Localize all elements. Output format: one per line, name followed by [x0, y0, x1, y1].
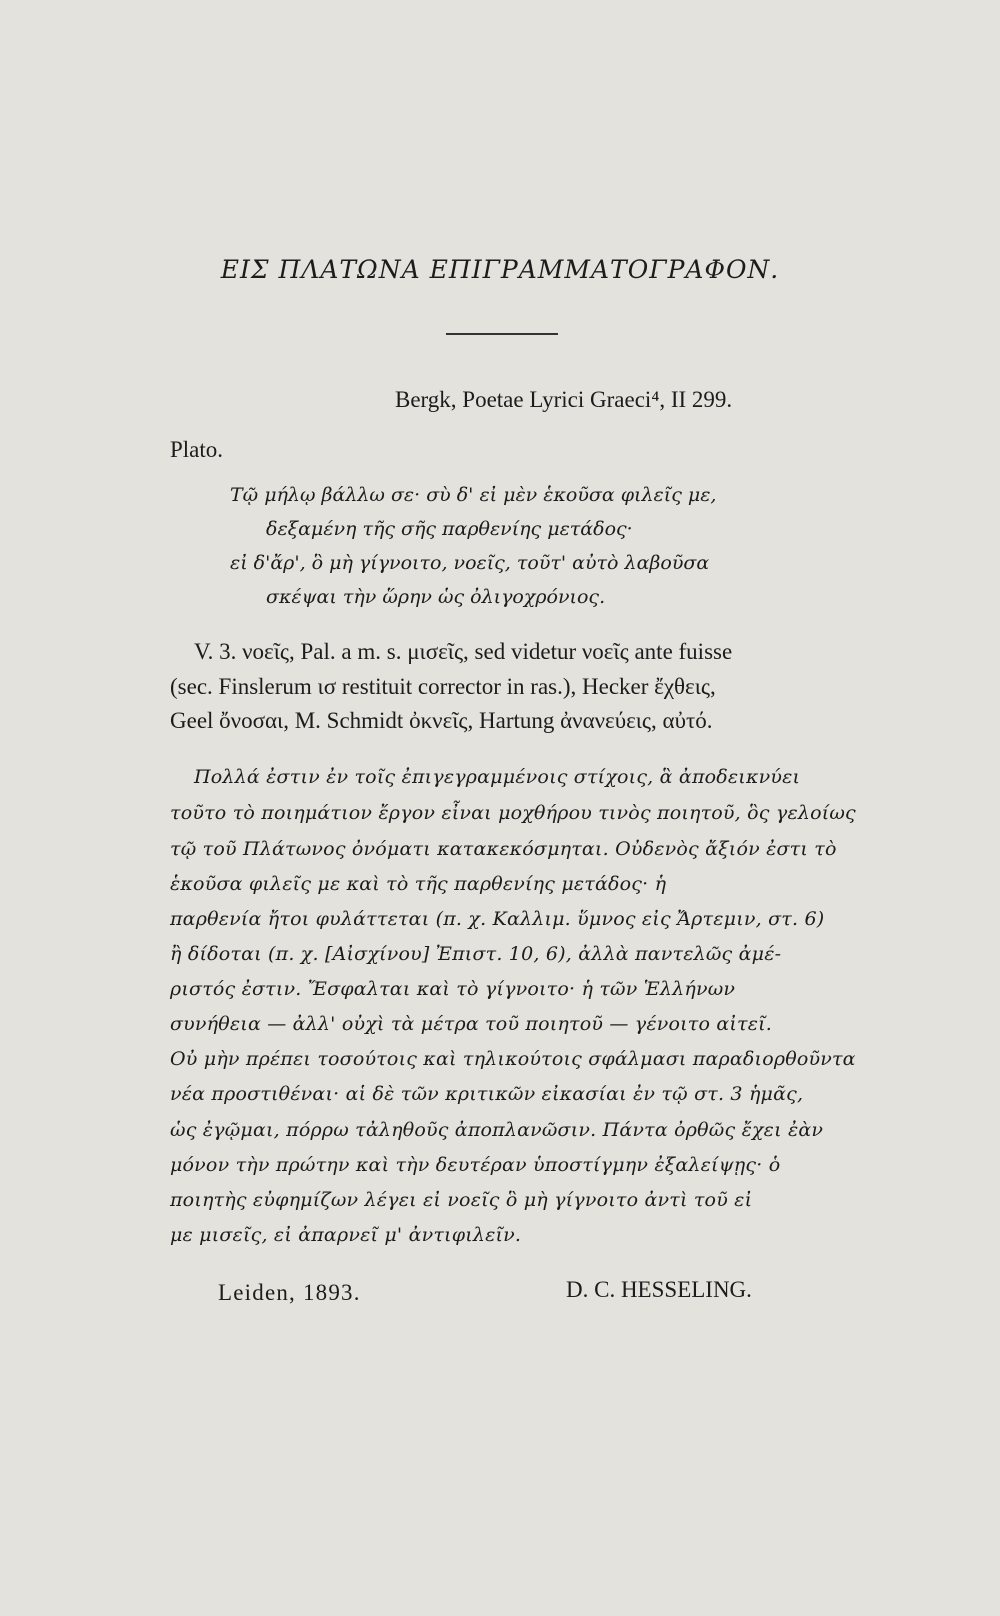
commentary-line: Πολλά ἐστιν ἐν τοῖς ἐπιγεγραμμένοις στίχοις, ἃ ἀποδεικνύει [194, 766, 801, 788]
critical-note-line: (sec. Finslerum ισ restituit corrector in ras.), Hecker ἔχθεις, [170, 674, 716, 699]
commentary-line: νέα προστιθέναι· αἱ δὲ τῶν κριτικῶν εἰκασίαι ἐν τῷ στ. 3 ἡμᾶς, [170, 1083, 804, 1105]
title-rule [446, 333, 558, 335]
commentary-line: ἢ δίδοται (π. χ. [Αἰσχίνου] Ἐπιστ. 10, 6), ἀλλὰ παντελῶς ἀμέ- [170, 943, 782, 965]
signature-place-date: Leiden, 1893. [218, 1280, 361, 1305]
commentary-line: ποιητὴς εὐφημίζων λέγει εἰ νοεῖς ὃ μὴ γίγνοιτο ἀντὶ τοῦ εἰ [170, 1189, 753, 1211]
signature-name: D. C. HESSELING. [566, 1277, 752, 1302]
critical-note-line: V. 3. νοεῖς, Pal. a m. s. μισεῖς, sed videtur νοεῖς ante fuisse [194, 639, 733, 664]
source-reference: Bergk, Poetae Lyrici Graeci⁴, II 299. [395, 387, 733, 412]
commentary-line: με μισεῖς, εἰ ἀπαρνεῖ μ' ἀντιφιλεῖν. [170, 1224, 522, 1246]
commentary-line: ἑκοῦσα φιλεῖς με καὶ τὸ τῆς παρθενίης μετάδος· ἡ [170, 873, 667, 895]
author-label: Plato. [170, 437, 224, 462]
commentary-line: ὡς ἐγῷμαι, πόρρω τἀληθοῦς ἀποπλανῶσιν. Πάντα ὀρθῶς ἔχει ἐὰν [170, 1119, 824, 1141]
page-title: ΕΙΣ ΠΛΑΤΩΝΑ ΕΠΙΓΡΑΜΜΑΤΟΓΡΑΦΟΝ. [220, 255, 780, 284]
poem-line: Τῷ μήλῳ βάλλω σε· σὺ δ' εἰ μὲν ἑκοῦσα φιλεῖς με, [230, 484, 717, 506]
commentary-line: τῷ τοῦ Πλάτωνος ὀνόματι κατακεκόσμηται. Οὐδενὸς ἄξιόν ἐστι τὸ [170, 838, 837, 860]
poem-line: εἰ δ'ἄρ', ὃ μὴ γίγνοιτο, νοεῖς, τοῦτ' αὐτὸ λαβοῦσα [230, 552, 710, 574]
commentary-line: ριστός ἐστιν. Ἔσφαλται καὶ τὸ γίγνοιτο· ἡ τῶν Ἑλλήνων [170, 978, 736, 1000]
commentary-line: μόνον τὴν πρώτην καὶ τὴν δευτέραν ὑποστίγμην ἐξαλείψῃς· ὁ [170, 1154, 781, 1176]
commentary-line: τοῦτο τὸ ποιημάτιον ἔργον εἶναι μοχθήρου τινὸς ποιητοῦ, ὃς γελοίως [170, 802, 856, 824]
poem-line: δεξαμένη τῆς σῆς παρθενίης μετάδος· [266, 518, 633, 540]
poem-line: σκέψαι τὴν ὥρην ὡς ὀλιγοχρόνιος. [266, 586, 606, 608]
commentary-line: παρθενία ἤτοι φυλάττεται (π. χ. Καλλιμ. ὕμνος εἰς Ἄρτεμιν, στ. 6) [170, 908, 825, 930]
critical-note-line: Geel ὄνοσαι, M. Schmidt ὀκνεῖς, Hartung ἀνανεύεις, αὐτό. [170, 708, 713, 733]
commentary-line: συνήθεια — ἀλλ' οὐχὶ τὰ μέτρα τοῦ ποιητοῦ — γένοιτο αἰτεῖ. [170, 1013, 773, 1035]
commentary-line: Οὐ μὴν πρέπει τοσούτοις καὶ τηλικούτοις σφάλμασι παραδιορθοῦντα [170, 1048, 856, 1070]
